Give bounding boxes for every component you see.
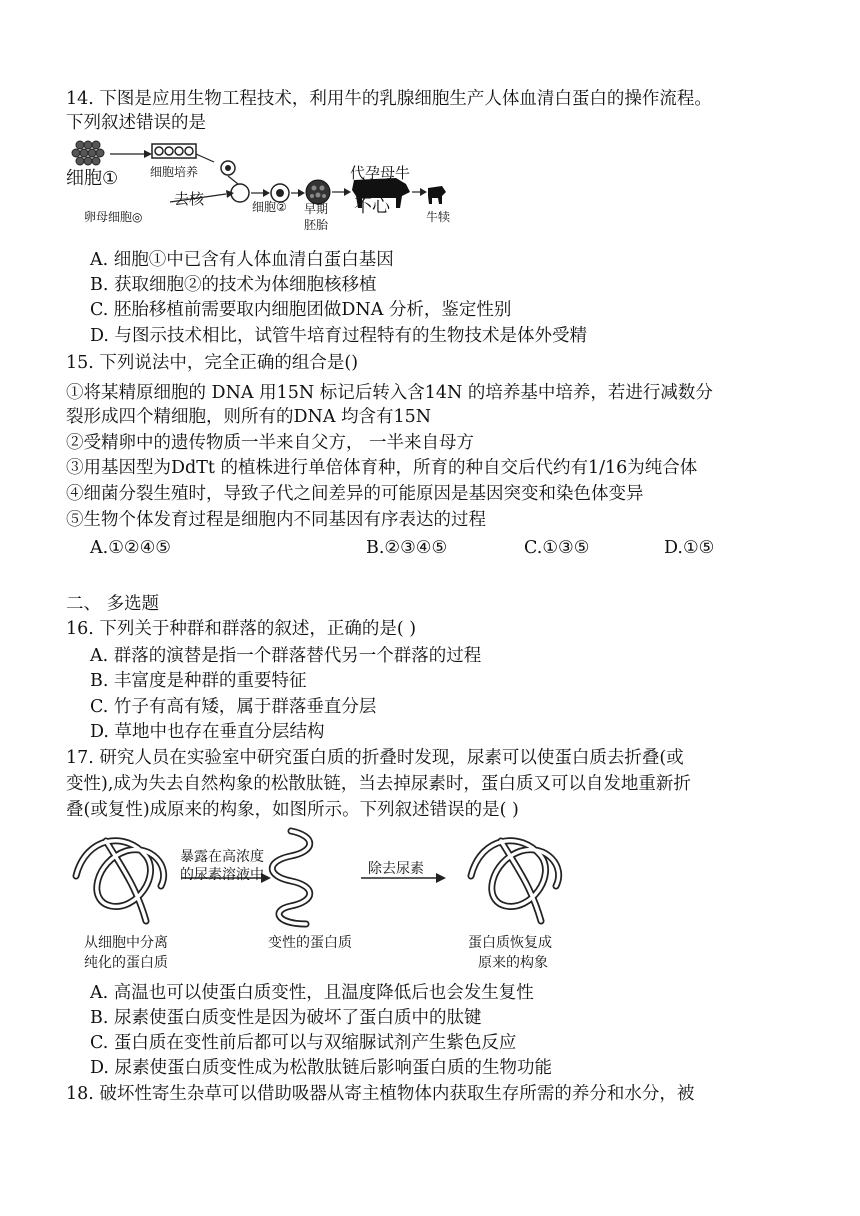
q15-item-3: ③用基因型为DdTt 的植株进行单倍体育种，所育的种自交后代约有1/16为纯合体 [66, 458, 698, 478]
caption-purified-protein-line2: 纯化的蛋白质 [84, 955, 168, 971]
q16-option-d: D. 草地中也存在垂直分层结构 [90, 722, 325, 742]
label-cell-culture: 细胞培养 [150, 165, 199, 179]
q14-option-c: C. 胚胎移植前需要取内细胞团做DNA 分析，鉴定性别 [90, 300, 512, 320]
q14-flow-diagram [66, 136, 451, 240]
label-remove-urea: 除去尿素 [368, 861, 424, 877]
q17-option-d: D. 尿素使蛋白质变性成为松散肽链后影响蛋白质的生物功能 [90, 1058, 553, 1078]
label-oocyte: 卵母细胞◎ [84, 210, 143, 224]
q17-figure-drawing [66, 826, 606, 931]
q15-item-5: ⑤生物个体发育过程是细胞内不同基因有序表达的过程 [66, 510, 486, 530]
q17-stem-line1: 17. 研究人员在实验室中研究蛋白质的折叠时发现，尿素可以使蛋白质去折叠(或 [66, 748, 684, 768]
label-surrogate-cow: 代孕母牛 [350, 164, 411, 182]
q15-choice-c: C.①③⑤ [524, 538, 590, 558]
q14-stem-line2: 下列叙述错误的是 [66, 113, 206, 133]
q16-option-c: C. 竹子有高有矮，属于群落垂直分层 [90, 697, 377, 717]
q16-stem: 16. 下列关于种群和群落的叙述，正确的是( ) [66, 619, 417, 639]
q17-stem-line2: 变性),成为失去自然构象的松散肽链，当去掉尿素时，蛋白质又可以自发地重新折 [66, 774, 691, 794]
q16-option-a: A. 群落的演替是指一个群落替代另一个群落的过程 [90, 646, 482, 666]
q14-option-b: B. 获取细胞②的技术为体细胞核移植 [90, 275, 377, 295]
label-urea-exposure-line1: 暴露在高浓度 [180, 849, 264, 865]
label-surrogate-glyph: 不心 [354, 196, 390, 217]
q17-option-c: C. 蛋白质在变性前后都可以与双缩脲试剂产生紫色反应 [90, 1033, 517, 1053]
q15-choice-d: D.①⑤ [664, 538, 715, 558]
q15-item-2: ②受精卵中的遗传物质一半来自父方， 一半来自母方 [66, 433, 475, 453]
label-early-embryo-line2: 胚胎 [304, 218, 329, 232]
q14-option-a: A. 细胞①中已含有人体血清白蛋白基因 [90, 250, 394, 270]
label-cell-2: 细胞② [252, 200, 287, 214]
q15-choices-row [90, 536, 790, 560]
q17-stem-line3: 叠(或复性)成原来的构象，如图所示。下列叙述错误的是( ) [66, 800, 519, 820]
q15-item-1-cont: 裂形成四个精细胞，则所有的DNA 均含有15N [66, 407, 432, 427]
label-enucleate: 去核 [174, 190, 205, 208]
label-urea-exposure-line2: 的尿素溶液中 [180, 867, 264, 883]
caption-restored-protein-line1: 蛋白质恢复成 [468, 935, 552, 951]
caption-denatured-protein: 变性的蛋白质 [268, 935, 352, 951]
q15-choice-a: A.①②④⑤ [90, 538, 171, 558]
q14-stem-line1: 14. 下图是应用生物工程技术，利用牛的乳腺细胞生产人体血清白蛋白的操作流程。 [66, 89, 712, 109]
q15-choice-b: B.②③④⑤ [366, 538, 448, 558]
caption-purified-protein-line1: 从细胞中分离 [84, 935, 168, 951]
q18-stem-line1: 18. 破坏性寄生杂草可以借助吸器从寄主植物体内获取生存所需的养分和水分，被 [66, 1084, 695, 1104]
q15-item-1: ①将某精原细胞的 DNA 用15N 标记后转入含14N 的培养基中培养，若进行减数分 [66, 383, 713, 403]
section-heading-multiple-choice: 二、 多选题 [66, 594, 160, 614]
q17-option-a: A. 高温也可以使蛋白质变性，且温度降低后也会发生复性 [90, 983, 534, 1003]
label-calf: 牛犊 [426, 210, 451, 224]
caption-restored-protein-line2: 原来的构象 [478, 955, 548, 971]
q17-option-b: B. 尿素使蛋白质变性是因为破坏了蛋白质中的肽键 [90, 1008, 482, 1028]
q15-item-4: ④细菌分裂生殖时，导致子代之间差异的可能原因是基因突变和染色体变异 [66, 484, 644, 504]
label-early-embryo-line1: 早期 [304, 202, 329, 216]
q14-option-d: D. 与图示技术相比，试管牛培育过程特有的生物技术是体外受精 [90, 326, 588, 346]
q16-option-b: B. 丰富度是种群的重要特征 [90, 671, 307, 691]
q15-stem: 15. 下列说法中，完全正确的组合是() [66, 353, 359, 373]
q17-protein-folding-figure [66, 826, 606, 976]
label-cell-1: 细胞① [66, 168, 119, 189]
